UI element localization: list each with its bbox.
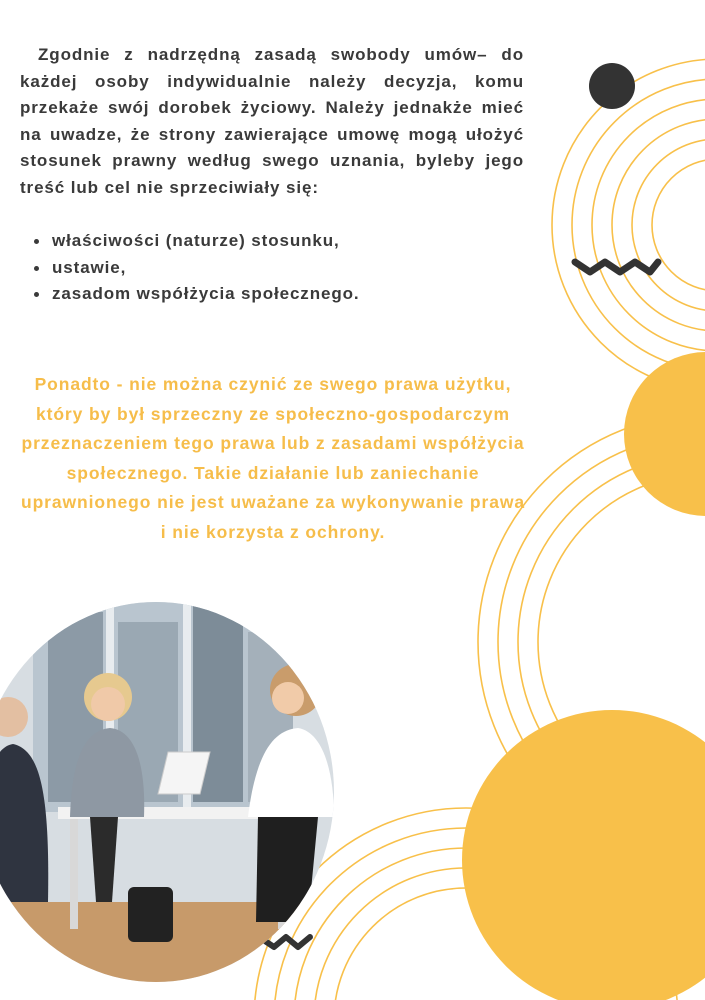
list-item: ustawie, bbox=[52, 255, 552, 282]
intro-paragraph: Zgodnie z nadrzędną zasadą swobody umów– do każdej osoby indywidualnie należy decyzja, komu przekaże swój dorobek życiowy. Należy jednakże mieć na uwadze, że strony zawierające umowę mogą ułożyć stosunek prawny według swego uznania, byleby jego treść lub cel nie sprzeciwiały się: bbox=[20, 45, 524, 197]
highlight-paragraph: Ponadto - nie można czynić ze swego prawa użytku, który by był sprzeczny ze społeczno-gospodarczym przeznaczeniem tego prawa lub z zasadami współżycia społecznego. Takie działanie lub zaniechanie uprawnionego nie jest uważane za wykonywanie prawa i nie korzysta z ochrony. bbox=[20, 374, 525, 542]
dot-icon bbox=[589, 63, 635, 109]
list-item: właściwości (naturze) stosunku, bbox=[52, 228, 552, 255]
zigzag-icon bbox=[575, 262, 658, 272]
bullet-list bbox=[20, 228, 552, 308]
concentric-rings-top bbox=[552, 59, 705, 391]
list-item: zasadom współżycia społecznego. bbox=[52, 281, 552, 308]
yellow-circle-middle bbox=[624, 352, 705, 516]
yellow-circle-bottom bbox=[462, 710, 705, 1000]
